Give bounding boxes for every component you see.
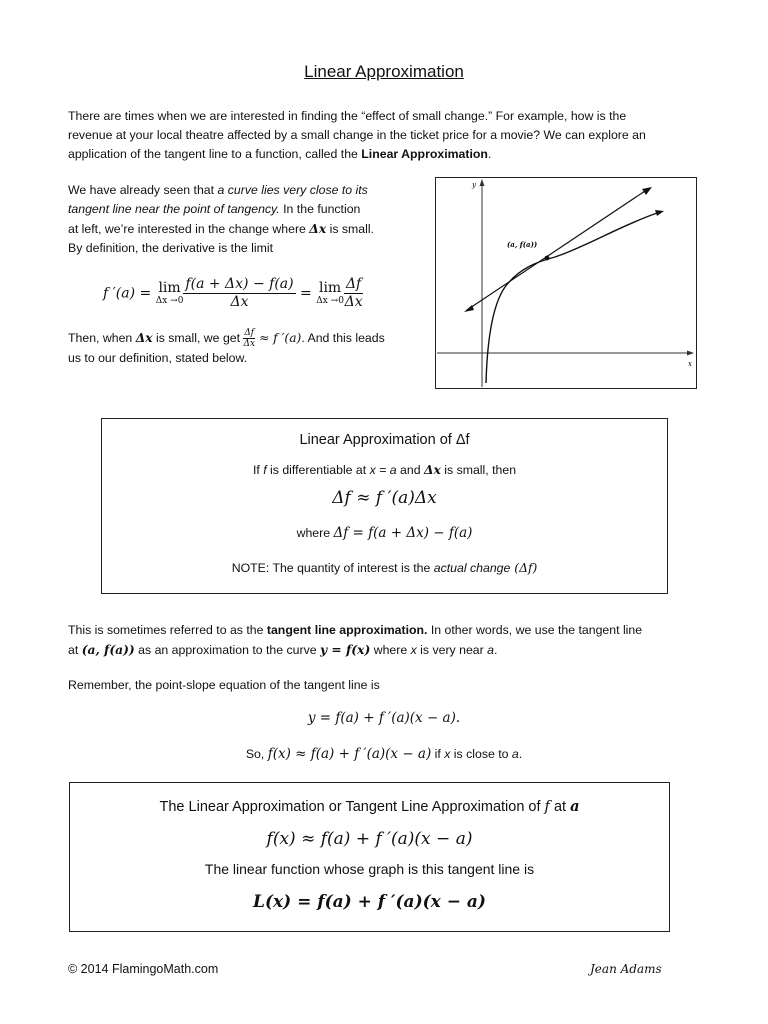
box2-heading: The Linear Approximation or Tangent Line Approximation of f at a xyxy=(159,798,580,815)
box1-heading: Linear Approximation of Δf xyxy=(299,432,470,448)
box1-formula: Δf ≈ f ′(a)Δx xyxy=(332,488,437,508)
derivative-limit-formula: f ′(a) = lim Δx →0 $\frac{f(a + \Delta x) - f(a)}{\Delta x}$ = lim Δx →0 $\frac{\Delta f}{\Delta x}$ xyxy=(103,276,363,310)
graph-frame xyxy=(436,178,697,389)
box2-formula: f(x) ≈ f(a) + f ′(a)(x − a) xyxy=(266,829,473,849)
box2-linear-function: L(x) = f(a) + f ′(a)(x − a) xyxy=(253,892,486,912)
footer-author: Jean Adams xyxy=(590,962,662,976)
intro-paragraph xyxy=(68,107,708,164)
point-of-tangency xyxy=(545,256,550,261)
box1-condition: If f is differentiable at x = a and Δx is small, then xyxy=(252,462,517,477)
tangent-line-graph xyxy=(435,177,697,389)
intro-line-1: There are times when we are interested in finding the “effect of small change.” For example, how is the xyxy=(68,109,627,123)
intro-line-3: application of the tangent line to a function, called the Linear Approximation. xyxy=(68,147,492,161)
tangency-paragraph: We have already seen that a curve lies very close to its tangent line near the point of tangency. In the function at left, we’re interested in the change where Δx is small. By definition, the derivative is the limit xyxy=(68,183,374,255)
page-title: Linear Approximation xyxy=(304,62,464,81)
point-label: (a, f(a)) xyxy=(507,240,538,249)
box1-note: NOTE: The quantity of interest is the actual change (Δf) xyxy=(231,561,538,575)
box2-description: The linear function whose graph is this tangent line is xyxy=(204,861,535,877)
so-approximation-line: So, f(x) ≈ f(a) + f ′(a)(x − a) if x is close to a. xyxy=(245,746,523,762)
point-slope-equation: y = f(a) + f ′(a)(x − a). xyxy=(307,710,461,726)
box1-where: where Δf = f(a + Δx) − f(a) xyxy=(296,525,473,541)
y-axis-label: y xyxy=(472,181,476,189)
footer-copyright: © 2014 FlamingoMath.com xyxy=(68,962,219,976)
linear-approximation-term: Linear Approximation xyxy=(361,147,488,161)
x-axis-label: x xyxy=(688,360,692,368)
intro-line-2: revenue at your local theatre affected by a small change in the ticket price for a movie? We can explore an xyxy=(68,128,646,142)
tangent-line-paragraph: This is sometimes referred to as the tangent line approximation. In other words, we use the tangent line at (a, f(a)) as an approximation to the curve y = f(x) where x is very near a. xyxy=(68,623,643,657)
remember-line: Remember, the point-slope equation of the tangent line is xyxy=(68,678,380,692)
then-paragraph: Then, when Δx is small, we get $\frac{\Delta f}{\Delta x}$ ≈ f ′(a). And this leads us to our definition, stated below. xyxy=(68,328,385,366)
